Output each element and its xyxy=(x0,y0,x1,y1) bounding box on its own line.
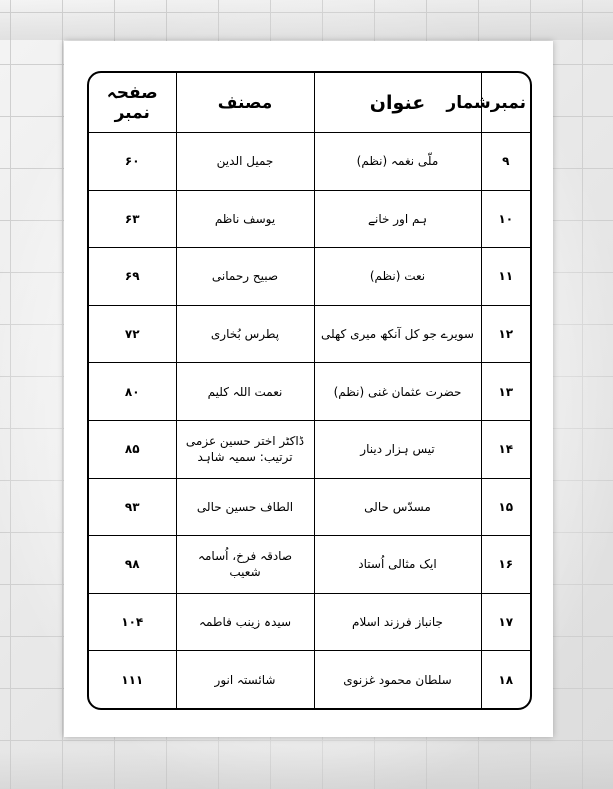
author-name: پطرس بُخاری xyxy=(210,326,280,341)
contents-table xyxy=(89,73,530,708)
author-name: صبیح رحمانی xyxy=(211,269,279,284)
row-page: ۹۳ xyxy=(89,478,176,536)
header-serial: نمبرشمار xyxy=(481,73,530,133)
table-row xyxy=(89,190,530,248)
row-serial: ۱۵ xyxy=(481,478,530,536)
row-author xyxy=(176,536,314,594)
row-page: ۱۱۱ xyxy=(89,651,176,708)
author-compiler: ترتیب: سمیہ شاہد xyxy=(197,450,293,465)
row-author xyxy=(176,363,314,421)
row-title: سلطان محمود غزنوی xyxy=(314,651,481,708)
row-author xyxy=(176,305,314,363)
row-serial: ۱۸ xyxy=(481,651,530,708)
row-serial: ۱۰ xyxy=(481,190,530,248)
row-title: ایک مثالی اُستاد xyxy=(314,536,481,594)
header-author: مصنف xyxy=(176,73,314,133)
row-serial: ۹ xyxy=(481,133,530,191)
row-page: ۸۵ xyxy=(89,420,176,478)
table-row xyxy=(89,420,530,478)
row-serial: ۱۷ xyxy=(481,593,530,651)
table-row xyxy=(89,363,530,421)
row-author xyxy=(176,478,314,536)
row-serial: ۱۲ xyxy=(481,305,530,363)
author-name: الطاف حسین حالی xyxy=(196,499,294,514)
row-serial: ۱۴ xyxy=(481,420,530,478)
row-serial: ۱۶ xyxy=(481,536,530,594)
table-row xyxy=(89,248,530,306)
row-title: جانباز فرزند اسلام xyxy=(314,593,481,651)
row-page: ۶۹ xyxy=(89,248,176,306)
row-author xyxy=(176,133,314,191)
author-name: شائستہ انور xyxy=(214,672,276,687)
row-author xyxy=(176,190,314,248)
author-name: صادقہ فرخ، اُسامہ شعیب xyxy=(197,549,293,580)
table-row xyxy=(89,536,530,594)
row-title: مسدّس حالی xyxy=(314,478,481,536)
background-band-top xyxy=(0,0,613,40)
table-row xyxy=(89,478,530,536)
header-row xyxy=(89,73,530,133)
row-page: ۱۰۴ xyxy=(89,593,176,651)
row-page: ۸۰ xyxy=(89,363,176,421)
row-title: نعت (نظم) xyxy=(314,248,481,306)
row-title: تیس ہزار دینار xyxy=(314,420,481,478)
row-author xyxy=(176,593,314,651)
row-page: ۷۲ xyxy=(89,305,176,363)
row-serial: ۱۱ xyxy=(481,248,530,306)
header-title: عنوان xyxy=(314,73,481,133)
author-name: جمیل الدین xyxy=(216,154,274,169)
row-title: سویرے جو کل آنکھ میری کھلی xyxy=(314,305,481,363)
table-row xyxy=(89,305,530,363)
row-author xyxy=(176,248,314,306)
author-name: یوسف ناظم xyxy=(214,211,276,226)
row-title: ہم اور خانے xyxy=(314,190,481,248)
table-of-contents xyxy=(87,71,532,710)
row-page: ۶۳ xyxy=(89,190,176,248)
author-name: سیدہ زینب فاطمہ xyxy=(198,614,292,629)
row-page: ۶۰ xyxy=(89,133,176,191)
row-serial: ۱۳ xyxy=(481,363,530,421)
table-row xyxy=(89,133,530,191)
row-title: حضرت عثمان غنی (نظم) xyxy=(314,363,481,421)
row-author xyxy=(176,651,314,708)
row-author xyxy=(176,420,314,478)
author-name: ڈاکٹر اختر حسین عزمی xyxy=(185,434,305,449)
background-band-bottom xyxy=(0,749,613,789)
table-row xyxy=(89,593,530,651)
row-page: ۹۸ xyxy=(89,536,176,594)
header-page: صفحہ نمبر xyxy=(89,73,176,133)
author-name: نعمت اللہ کلیم xyxy=(207,384,283,399)
row-title: ملّی نغمہ (نظم) xyxy=(314,133,481,191)
table-row xyxy=(89,651,530,708)
